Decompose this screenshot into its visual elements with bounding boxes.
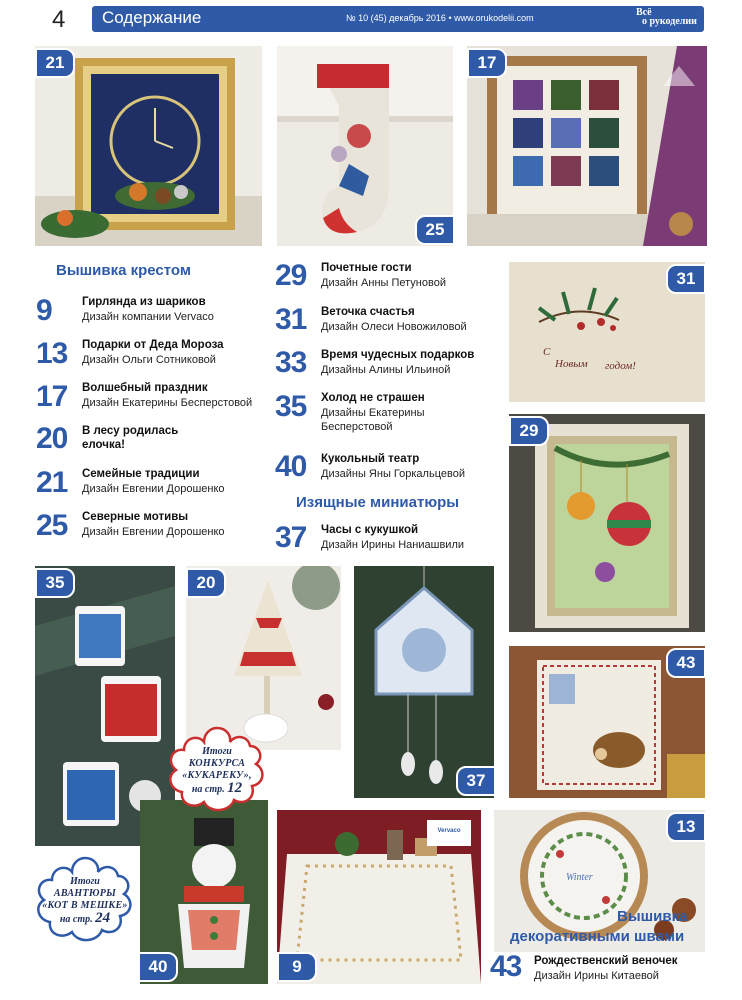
photo-cuckoo-clock (354, 566, 494, 798)
toc-title: Почетные гости (321, 262, 412, 274)
toc-title: Рождественский веночек (534, 955, 678, 967)
toc-title: Кукольный театр (321, 453, 420, 465)
callout-page-number: 12 (227, 780, 243, 796)
callout-page (192, 782, 242, 796)
logo-line-1: Всё (636, 7, 652, 18)
toc-designer: Дизайны Алины Ильиной (321, 364, 451, 376)
magazine-logo (636, 8, 697, 26)
toc-designer: Дизайн Ольги Сотниковой (82, 354, 216, 366)
toc-designer: Дизайны Яны Горкальцевой (321, 468, 465, 480)
page-badge-21: 21 (35, 48, 75, 78)
toc-page-number: 33 (275, 346, 307, 379)
logo-line-2: о рукоделии (642, 16, 697, 27)
page-badge-40: 40 (138, 952, 178, 982)
callout-line-2: КОНКУРСА (188, 758, 246, 769)
toc-page-number: 40 (275, 450, 307, 483)
callout-line-3: «КОТ В МЕШКЕ» (42, 900, 128, 911)
page-badge-29: 29 (509, 416, 549, 446)
callout-page (60, 912, 110, 926)
toc-title: В лесу родилась (82, 425, 179, 437)
page-badge-43: 43 (666, 648, 706, 678)
toc-title: Гирлянда из шариков (82, 296, 206, 308)
toc-page-number: 13 (36, 337, 68, 370)
toc-designer: Дизайн Екатерины Бесперстовой (82, 397, 253, 409)
callout-prefix: на стр. (59, 914, 93, 925)
page-badge-20: 20 (186, 568, 226, 598)
header-title: Содержание (102, 8, 202, 27)
toc-designer: Дизайн Анны Петуновой (321, 277, 446, 289)
callout-text (164, 724, 270, 818)
toc-title-line-2: елочка! (82, 439, 125, 451)
toc-title: Семейные традиции (82, 468, 200, 480)
page-badge-13: 13 (666, 812, 706, 842)
toc-title: Северные мотивы (82, 511, 189, 523)
page-badge-37: 37 (456, 766, 496, 796)
cuckoo-clock-image (354, 566, 494, 798)
header-issue: № 10 (45) декабрь 2016 • www.orukodelii.com (346, 13, 534, 23)
page-badge-9: 9 (277, 952, 317, 982)
toc-page-number: 35 (275, 390, 307, 423)
toc-page-number: 9 (36, 294, 52, 327)
toc-designer: Дизайн компании Vervaco (82, 311, 214, 323)
toc-designer: Дизайн Евгении Дорошенко (82, 483, 225, 495)
section-cross-stitch: Вышивка крестом (56, 262, 191, 279)
toc-page-number: 20 (36, 422, 68, 455)
toc-designer-line-2: Бесперстовой (321, 421, 393, 433)
branch-caption-3: годом! (605, 360, 636, 372)
callout-page-number: 24 (95, 910, 111, 926)
toc-designer: Дизайн Ирины Наниашвили (321, 539, 465, 551)
branch-caption-2: Новым (555, 358, 588, 370)
toc-page-number: 25 (36, 509, 68, 542)
toc-title: Веточка счастья (321, 306, 415, 318)
page-badge-31: 31 (666, 264, 706, 294)
page-badge-25: 25 (415, 215, 455, 245)
branch-caption-1: С (543, 346, 551, 358)
callout-line-1: Итоги (202, 746, 232, 757)
toc-page-number: 31 (275, 303, 307, 336)
section-miniatures: Изящные миниатюры (296, 494, 460, 511)
toc-title: Подарки от Деда Мороза (82, 339, 224, 351)
ornaments-image (509, 414, 705, 632)
toc-designer: Дизайны Екатерины (321, 407, 425, 419)
adventure-results-callout[interactable] (32, 854, 138, 948)
callout-line-1: Итоги (70, 876, 100, 887)
toc-page-number: 37 (275, 521, 307, 554)
toc-title: Время чудесных подарков (321, 349, 475, 361)
toc-designer: Дизайн Евгении Дорошенко (82, 526, 225, 538)
toc-title: Холод не страшен (321, 392, 425, 404)
photo-ornaments (509, 414, 705, 632)
section-decorative-line-2: декоративными швами (510, 928, 685, 945)
toc-page-number: 29 (275, 259, 307, 292)
toc-designer: Дизайн Олеси Новожиловой (321, 321, 467, 333)
page-badge-35: 35 (35, 568, 75, 598)
page-badge-17: 17 (467, 48, 507, 78)
toc-title: Часы с кукушкой (321, 524, 419, 536)
callout-line-2: АВАНТЮРЫ (53, 888, 117, 899)
toc-designer: Дизайн Ирины Китаевой (534, 970, 659, 982)
contest-results-callout[interactable] (164, 724, 270, 818)
callout-line-3: «КУКАРЕКУ», (182, 770, 252, 781)
section-decorative-line-1: Вышивка (617, 908, 688, 925)
vervaco-logo: Vervaco (437, 828, 461, 834)
toc-title: Волшебный праздник (82, 382, 208, 394)
toc-page-number: 17 (36, 380, 68, 413)
callout-prefix: на стр. (191, 784, 225, 795)
callout-text (32, 854, 138, 948)
toc-page-number: 43 (490, 950, 522, 983)
hoop-word: Winter (566, 872, 593, 883)
page-number: 4 (52, 6, 66, 33)
toc-page-number: 21 (36, 466, 68, 499)
